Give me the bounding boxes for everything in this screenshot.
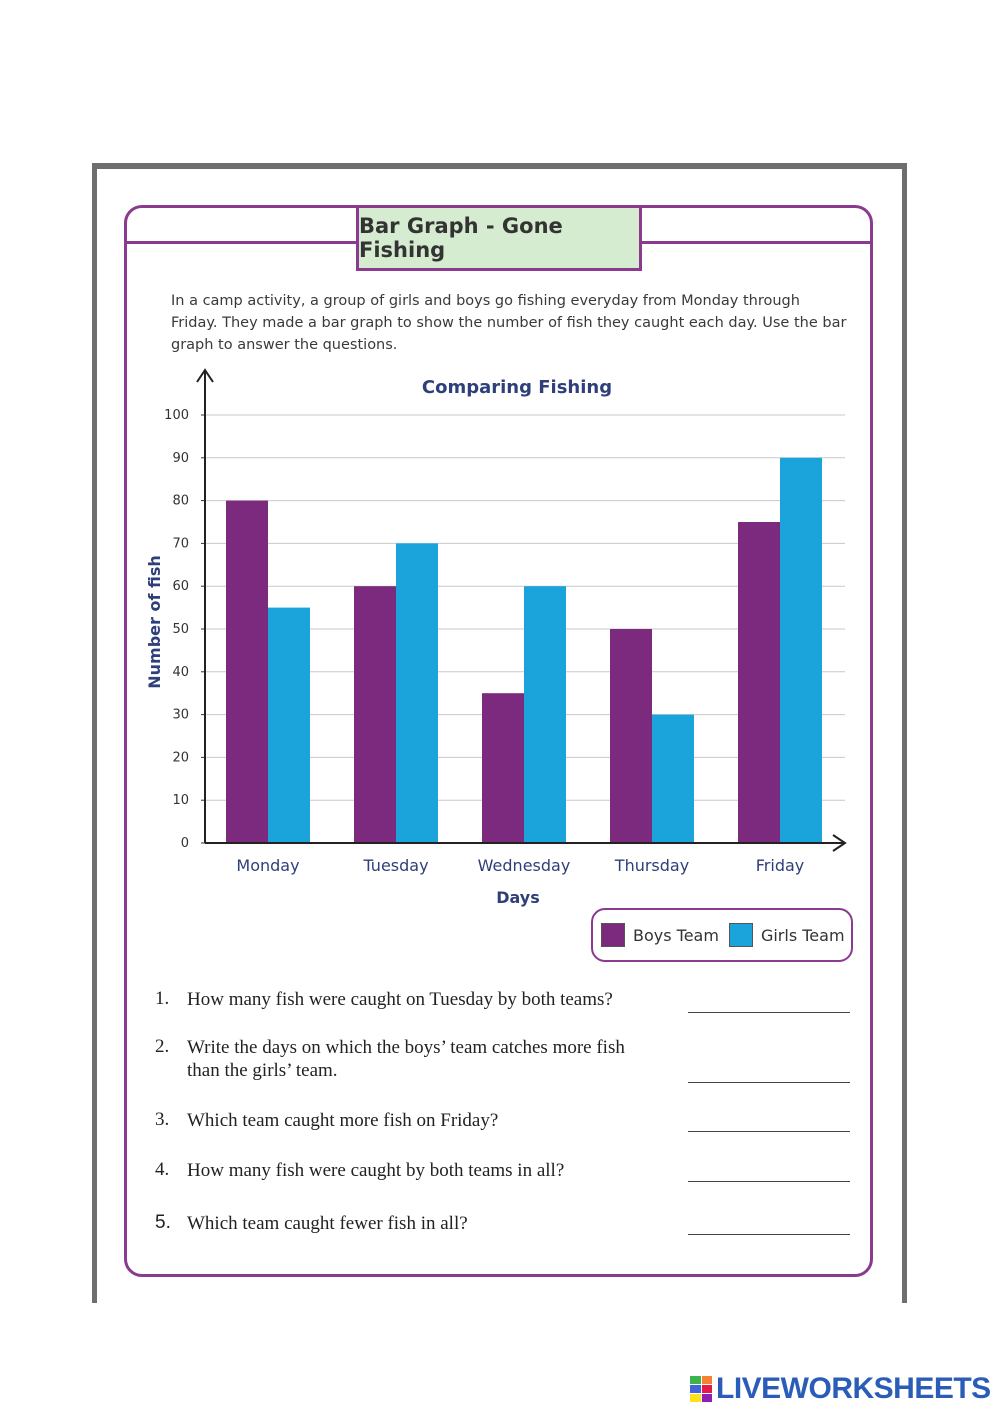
question-number: 4. [155,1159,170,1180]
question-text: How many fish were caught on Tuesday by both teams? [187,989,613,1010]
question-text: Write the days on which the boys’ team catches more fish than the girls’ team. [187,1037,625,1081]
bar-girls-team [780,458,822,843]
question-text: Which team caught more fish on Friday? [187,1110,499,1131]
x-axis-label: Days [496,888,540,907]
y-tick-label: 10 [172,793,189,809]
answer-blank-3[interactable] [688,1131,850,1132]
question-number: 2. [155,1036,170,1057]
bar-boys-team [226,501,268,843]
legend-item-boys [601,923,719,947]
x-tick-label: Tuesday [363,856,429,875]
chart-title: Comparing Fishing [421,377,613,398]
bar-girls-team [524,586,566,843]
y-tick-label: 90 [172,450,189,466]
question-text: Which team caught fewer fish in all? [187,1213,468,1234]
answer-blank-2[interactable] [688,1082,850,1083]
bar-boys-team [738,522,780,843]
bar-boys-team [610,629,652,843]
answer-blank-1[interactable] [688,1012,850,1013]
bar-boys-team [482,693,524,843]
y-tick-label: 40 [172,664,189,680]
bar-girls-team [396,543,438,843]
question-number: 3. [155,1109,170,1130]
question-number: 1. [155,988,170,1009]
legend-swatch-girls [729,923,753,947]
answer-blank-4[interactable] [688,1181,850,1182]
brand-watermark [690,1372,991,1406]
legend-label-boys: Boys Team [633,925,719,945]
question-number: 5. [155,1212,171,1233]
intro-text: In a camp activity, a group of girls and boys go fishing everyday from Monday through Friday. They made a bar graph to show the number of fish they caught each day. Use the bar graph to answer the questions. [171,293,847,353]
y-tick-label: 100 [164,408,189,423]
worksheet-title: Bar Graph - Gone Fishing [356,205,642,271]
legend-item-girls [729,923,845,947]
bar-girls-team [652,715,694,843]
y-tick-label: 20 [172,750,189,766]
y-tick-label: 70 [172,536,189,552]
x-tick-label: Thursday [614,856,690,875]
liveworksheets-logo-icon [690,1376,712,1402]
legend-swatch-boys [601,923,625,947]
x-tick-label: Wednesday [477,856,571,875]
legend-label-girls: Girls Team [760,925,845,945]
x-tick-label: Friday [755,856,805,875]
brand-text: LIVEWORKSHEETS [716,1372,991,1405]
bar-boys-team [354,586,396,843]
y-tick-label: 50 [172,622,189,637]
y-tick-label: 0 [180,836,189,851]
x-tick-label: Monday [236,856,300,875]
y-axis-label: Number of fish [145,555,164,689]
y-tick-label: 80 [172,493,189,509]
y-tick-label: 30 [172,707,189,723]
answer-blank-5[interactable] [688,1234,850,1235]
bar-chart [130,360,860,910]
question-text: How many fish were caught by both teams in all? [187,1160,565,1181]
chart-legend [591,908,853,962]
bar-girls-team [268,608,310,843]
y-tick-label: 60 [172,579,189,595]
